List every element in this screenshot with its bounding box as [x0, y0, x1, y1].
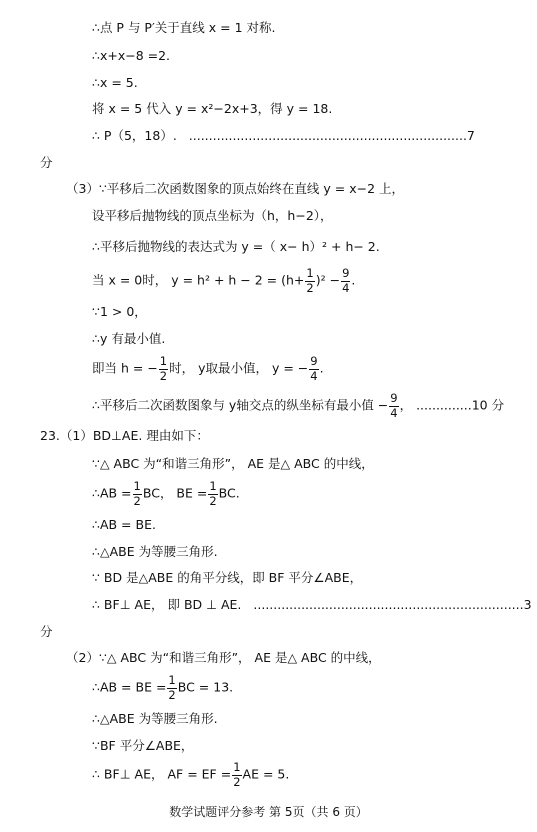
line-expression: ∴平移后抛物线的表达式为 y =（ x− h）² + h− 2. [92, 239, 380, 254]
line-ab-be-13: ∴AB = BE = $\frac{1}{2}$ BC = 13. [92, 673, 234, 702]
fraction-nine-quarters: $\frac{9}{4}$ [342, 266, 350, 295]
line-substitute: 将 x = 5 代入 y = x²−2x+3，得 y = 18. [92, 101, 333, 116]
fraction-one-half: $\frac{1}{2}$ [159, 354, 168, 383]
question-23-heading: 23.（1）BD⊥AE. 理由如下： [40, 428, 209, 443]
line-ab-be-half: ∴AB = $\frac{1}{2}$ BC， BE = $\frac{1}{2}$ BC. [92, 479, 240, 508]
line-ab-equals-be: ∴AB = BE. [92, 517, 156, 532]
line-when-x-zero: 当 x = 0时， y = h² + h − 2 = (h+ $\frac{1}{2}$ )² − $\frac{9}{4}$ . [92, 266, 356, 295]
line-equation: ∴x+x−8 =2. [92, 48, 171, 63]
fraction-nine-quarters: $\frac{9}{4}$ [310, 354, 318, 383]
line-isosceles-1: ∴△ABE 为等腰三角形. [92, 544, 218, 559]
line-conclusion-3: ∴平移后二次函数图象与 y轴交点的纵坐标有最小值 − $\frac{9}{4}$ ， ..............10 分 [92, 391, 505, 420]
fraction-one-half: $\frac{1}{2}$ [233, 760, 241, 789]
when-x-zero-text: 当 x = 0时， y = h² + h − 2 = (h+ [92, 272, 305, 288]
line-x-value: ∴x = 5. [92, 75, 138, 90]
line-bf-bisects: ∵BF 平分∠ABE， [92, 738, 194, 753]
part-3-heading: （3）∵平移后二次函数图象的顶点始终在直线 y = x−2 上， [66, 181, 404, 196]
line-harmonic-triangle: ∵△ ABC 为“和谐三角形”， AE 是△ ABC 的中线， [92, 456, 374, 471]
line-coefficient: ∵1 > 0， [92, 304, 147, 319]
point-p-text: ∴ P（5，18）. [92, 128, 177, 143]
line-isosceles-2: ∴△ABE 为等腰三角形. [92, 711, 218, 726]
score-leader-3: ....................................................................3 [253, 597, 532, 612]
fraction-one-half: $\frac{1}{2}$ [133, 479, 141, 508]
fraction-one-half: $\frac{1}{2}$ [168, 673, 176, 702]
page-footer: 数学试题评分参考 第 5页（共 6 页） [169, 805, 368, 819]
line-has-minimum: ∴y 有最小值. [92, 331, 166, 346]
when-x-zero-mid: )² − [315, 272, 341, 288]
score-leader-7: ......................................................................7 [188, 128, 475, 143]
line-symmetry: ∴点 P 与 P′关于直线 x = 1 对称. [92, 20, 276, 35]
line-point-p [92, 130, 475, 143]
score-unit-7: 分 [40, 155, 53, 170]
fraction-one-half: $\frac{1}{2}$ [306, 266, 314, 295]
score-leader-10: ， ..............10 分 [399, 397, 505, 413]
part-2-heading: （2）∵△ ABC 为“和谐三角形”， AE 是△ ABC 的中线， [66, 650, 381, 665]
fraction-one-half: $\frac{1}{2}$ [209, 479, 217, 508]
line-af-ef: ∴ BF⊥ AE， AF = EF = $\frac{1}{2}$ AE = 5. [92, 760, 290, 789]
fraction-nine-quarters: $\frac{9}{4}$ [390, 391, 398, 420]
line-perpendicular: ∴ BF⊥ AE， 即 BD ⊥ AE. ....................................................................3 [92, 597, 532, 612]
line-angle-bisector: ∵ BD 是△ABE 的角平分线，即 BF 平分∠ABE， [92, 570, 363, 585]
score-unit-3: 分 [40, 624, 53, 639]
line-vertex: 设平移后抛物线的顶点坐标为（h，h−2）， [92, 208, 333, 223]
line-minimum-value: 即当 h = − $\frac{1}{2}$ 时， y取最小值， y = − $\frac{9}{4}$ . [92, 354, 324, 383]
